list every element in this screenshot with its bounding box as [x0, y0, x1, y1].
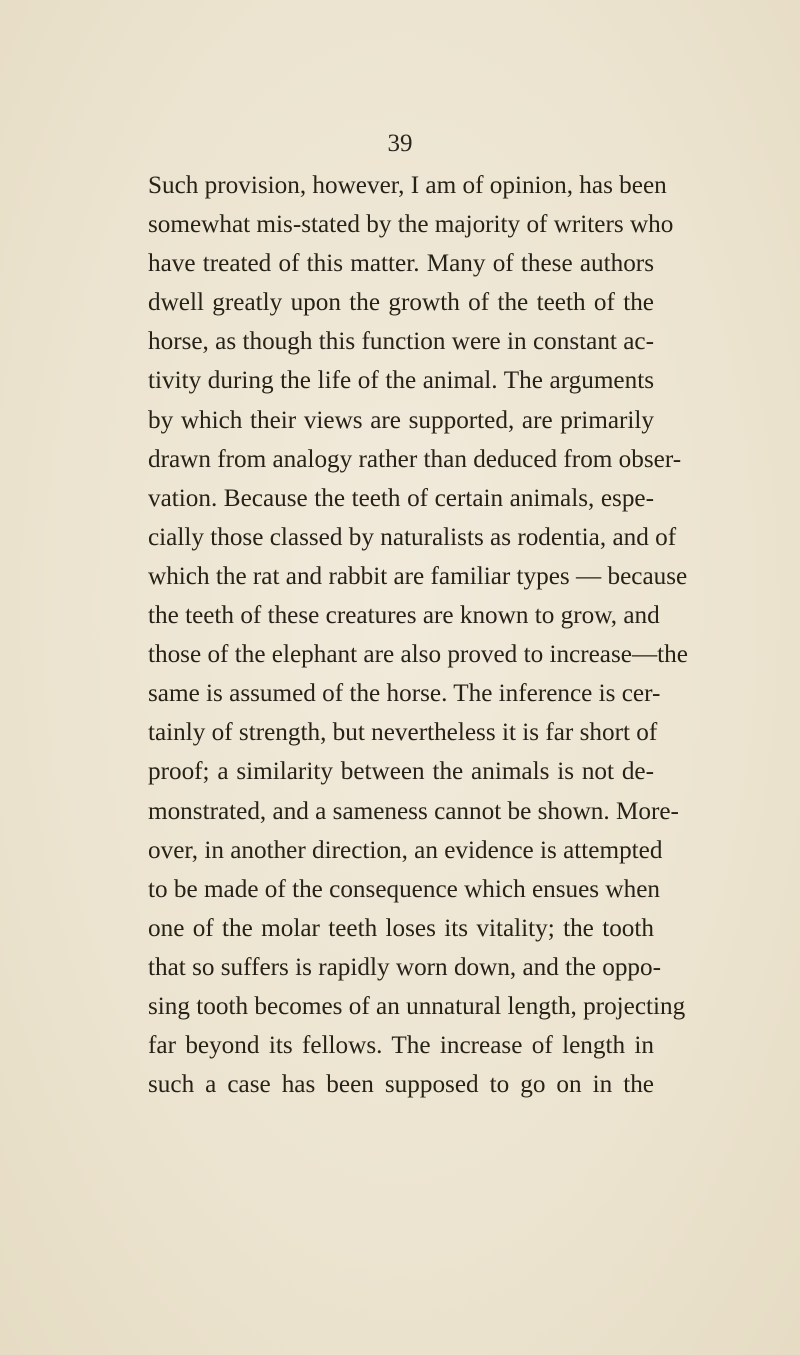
text-line: tainly of strength, but nevertheless it is far short of [148, 719, 658, 747]
text-line: those of the elephant are also proved to increase—the [148, 641, 688, 669]
text-line: that so suffers is rapidly worn down, and the oppo- [148, 953, 661, 981]
text-line: over, in another direction, an evidence is attempted [148, 836, 663, 864]
text-line: Such provision, however, I am of opinion, has been [148, 172, 667, 199]
text-line: vation. Because the teeth of certain animals, espe- [148, 484, 654, 512]
text-line: far beyond its fellows. The increase of length in [148, 1032, 654, 1060]
text-line: same is assumed of the horse. The inference is cer- [148, 680, 661, 708]
text-line: drawn from analogy rather than deduced from obser- [148, 445, 682, 473]
page-number: 39 [387, 130, 413, 157]
text-line: tivity during the life of the animal. The arguments [148, 367, 654, 395]
text-line: proof; a similarity between the animals is not de- [148, 758, 654, 786]
text-line: to be made of the consequence which ensues when [148, 875, 660, 903]
text-line: which the rat and rabbit are familiar types — because [148, 562, 688, 590]
text-line: the teeth of these creatures are known to grow, and [148, 602, 660, 630]
text-line: somewhat mis-stated by the majority of writers who [148, 211, 674, 239]
text-line: such a case has been supposed to go on in the [148, 1071, 654, 1099]
text-line: have treated of this matter. Many of these authors [148, 250, 654, 278]
text-line: horse, as though this function were in constant ac- [148, 328, 654, 356]
body-paragraph [148, 166, 688, 1104]
text-line: monstrated, and a sameness cannot be shown. More- [148, 797, 679, 825]
text-line: sing tooth becomes of an unnatural length, projecting [148, 992, 686, 1020]
text-line: one of the molar teeth loses its vitality; the tooth [148, 914, 654, 942]
text-line: by which their views are supported, are primarily [148, 406, 654, 434]
text-line: dwell greatly upon the growth of the teeth of the [148, 289, 654, 317]
text-line: cially those classed by naturalists as rodentia, and of [148, 523, 677, 551]
